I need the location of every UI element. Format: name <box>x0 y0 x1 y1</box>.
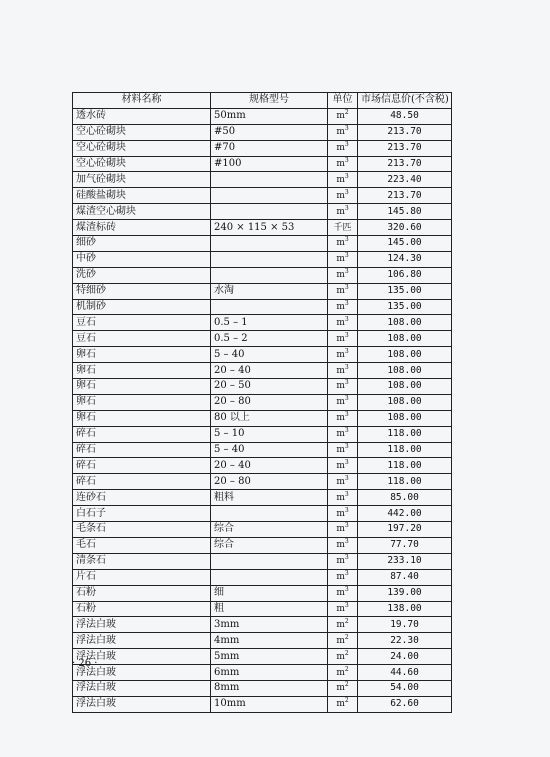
unit-cell <box>328 363 358 379</box>
price-cell: 233.10 <box>358 553 452 569</box>
spec-model-cell: 0.5 – 2 <box>211 331 328 347</box>
unit-base: m <box>336 270 345 281</box>
material-name-cell: 石粉 <box>73 601 211 617</box>
table-row <box>73 696 452 712</box>
unit-cell <box>328 251 358 267</box>
table-row <box>73 108 452 124</box>
unit-cell <box>328 236 358 252</box>
spec-model-cell <box>211 299 328 315</box>
price-cell: 62.60 <box>358 696 452 712</box>
unit-exponent: 3 <box>344 538 349 546</box>
spec-model-cell: 5 – 40 <box>211 442 328 458</box>
material-name-cell: 浮法白玻 <box>73 696 211 712</box>
unit-exponent: 3 <box>344 395 349 403</box>
unit-cell <box>328 410 358 426</box>
price-cell: 106.80 <box>358 267 452 283</box>
table-row <box>73 204 452 220</box>
unit-exponent: 3 <box>344 268 349 276</box>
price-cell: 118.00 <box>358 442 452 458</box>
unit-cell <box>328 442 358 458</box>
unit-exponent: 3 <box>344 443 349 451</box>
material-name-cell: 空心砼砌块 <box>73 124 211 140</box>
unit-cell <box>328 569 358 585</box>
spec-model-cell: 20 – 50 <box>211 379 328 395</box>
unit-cell <box>328 220 358 236</box>
spec-model-cell <box>211 267 328 283</box>
unit-exponent: 3 <box>344 157 349 164</box>
header-spec-model: 规格型号 <box>211 93 328 109</box>
unit-exponent: 2 <box>344 649 349 657</box>
unit-cell <box>328 649 358 665</box>
price-cell: 24.00 <box>358 649 452 665</box>
spec-model-cell: 8mm <box>211 680 328 696</box>
spec-model-cell: 综合 <box>211 522 328 538</box>
unit-cell <box>328 140 358 156</box>
table-row <box>73 585 452 601</box>
material-name-cell: 卵石 <box>73 394 211 410</box>
unit-cell <box>328 172 358 188</box>
price-cell: 108.00 <box>358 394 452 410</box>
price-cell: 145.80 <box>358 204 452 220</box>
price-cell: 48.50 <box>358 108 452 124</box>
price-cell: 54.00 <box>358 680 452 696</box>
unit-exponent: 3 <box>344 347 349 355</box>
header-unit: 单位 <box>328 93 358 109</box>
unit-base: m <box>336 635 345 646</box>
table-row <box>73 267 452 283</box>
unit-exponent: 3 <box>344 141 349 149</box>
unit-base: m <box>336 508 345 519</box>
unit-cell <box>328 506 358 522</box>
unit-exponent: 3 <box>344 315 349 323</box>
table-row <box>73 124 452 140</box>
unit-cell <box>328 267 358 283</box>
price-cell: 442.00 <box>358 506 452 522</box>
unit-cell <box>328 537 358 553</box>
material-name-cell: 白石子 <box>73 506 211 522</box>
material-name-cell: 豆石 <box>73 315 211 331</box>
unit-base: m <box>336 143 345 154</box>
unit-base: m <box>336 397 345 408</box>
material-name-cell: 清条石 <box>73 553 211 569</box>
unit-exponent: 3 <box>344 300 349 308</box>
price-cell: 213.70 <box>358 140 452 156</box>
table-row <box>73 649 452 665</box>
price-cell: 139.00 <box>358 585 452 601</box>
unit-exponent: 3 <box>344 331 349 339</box>
table-row <box>73 458 452 474</box>
spec-model-cell <box>211 506 328 522</box>
price-cell: 108.00 <box>358 379 452 395</box>
unit-cell <box>328 283 358 299</box>
spec-model-cell: 6mm <box>211 665 328 681</box>
material-name-cell: 碎石 <box>73 474 211 490</box>
spec-model-cell: 水淘 <box>211 283 328 299</box>
table-row <box>73 236 452 252</box>
price-cell: 135.00 <box>358 283 452 299</box>
table-row <box>73 172 452 188</box>
unit-cell <box>328 474 358 490</box>
spec-model-cell <box>211 553 328 569</box>
material-name-cell: 石粉 <box>73 585 211 601</box>
price-cell: 124.30 <box>358 251 452 267</box>
spec-model-cell: 细 <box>211 585 328 601</box>
material-name-cell: 浮法白玻 <box>73 649 211 665</box>
material-name-cell: 卵石 <box>73 363 211 379</box>
unit-cell <box>328 665 358 681</box>
spec-model-cell: 0.5 – 1 <box>211 315 328 331</box>
unit-cell <box>328 315 358 331</box>
unit-base: m <box>336 317 345 328</box>
unit-cell <box>328 680 358 696</box>
price-cell: 44.60 <box>358 665 452 681</box>
unit-base: m <box>336 619 345 630</box>
price-cell: 108.00 <box>358 331 452 347</box>
price-cell: 320.60 <box>358 220 452 236</box>
unit-base: m <box>336 286 345 297</box>
spec-model-cell: 综合 <box>211 537 328 553</box>
unit-base: m <box>336 206 345 217</box>
material-name-cell: 豆石 <box>73 331 211 347</box>
spec-model-cell: 20 – 40 <box>211 458 328 474</box>
table-row <box>73 601 452 617</box>
spec-model-cell: 5 – 10 <box>211 426 328 442</box>
material-name-cell: 煤渣标砖 <box>73 220 211 236</box>
spec-model-cell: #50 <box>211 124 328 140</box>
spec-model-cell: 20 – 80 <box>211 474 328 490</box>
spec-model-cell: 粗 <box>211 601 328 617</box>
unit-cell <box>328 490 358 506</box>
page-number: · 26 · <box>72 658 98 669</box>
price-cell: 213.70 <box>358 124 452 140</box>
unit-base: m <box>336 588 345 599</box>
unit-cell <box>328 394 358 410</box>
unit-exponent: 3 <box>344 554 349 562</box>
unit-base: m <box>336 429 345 440</box>
unit-exponent: 3 <box>344 284 349 292</box>
unit-cell <box>328 299 358 315</box>
spec-model-cell: 10mm <box>211 696 328 712</box>
unit-cell <box>328 331 358 347</box>
unit-base: m <box>336 572 345 583</box>
unit-exponent: 3 <box>344 586 349 594</box>
price-cell: 213.70 <box>358 188 452 204</box>
unit-exponent: 3 <box>344 379 349 387</box>
unit-cell <box>328 347 358 363</box>
spec-model-cell <box>211 236 328 252</box>
spec-model-cell <box>211 251 328 267</box>
unit-exponent: 3 <box>344 570 349 578</box>
header-material-name: 材料名称 <box>73 93 211 109</box>
unit-base: m <box>336 651 345 662</box>
material-name-cell: 特细砂 <box>73 283 211 299</box>
unit-cell <box>328 585 358 601</box>
table-body <box>73 108 452 712</box>
table-row <box>73 331 452 347</box>
material-price-table <box>72 92 452 713</box>
unit-base: 千匹 <box>333 222 352 233</box>
unit-base: m <box>336 556 345 567</box>
material-name-cell: 浮法白玻 <box>73 633 211 649</box>
unit-cell <box>328 379 358 395</box>
spec-model-cell: 20 – 40 <box>211 363 328 379</box>
unit-exponent: 3 <box>344 125 349 133</box>
table-row <box>73 251 452 267</box>
unit-exponent: 3 <box>344 490 349 498</box>
unit-cell <box>328 617 358 633</box>
material-name-cell: 卵石 <box>73 410 211 426</box>
price-cell: 135.00 <box>358 299 452 315</box>
spec-model-cell: 80 以上 <box>211 410 328 426</box>
unit-exponent: 3 <box>344 204 349 212</box>
unit-base: m <box>336 460 345 471</box>
material-name-cell: 片石 <box>73 569 211 585</box>
unit-exponent: 3 <box>344 252 349 260</box>
unit-exponent: 2 <box>344 109 349 117</box>
unit-cell <box>328 696 358 712</box>
spec-model-cell: 20 – 80 <box>211 394 328 410</box>
material-name-cell: 硅酸盐砌块 <box>73 188 211 204</box>
unit-base: m <box>336 524 345 535</box>
price-cell: 138.00 <box>358 601 452 617</box>
table-row <box>73 410 452 426</box>
table-row <box>73 553 452 569</box>
spec-model-cell: #100 <box>211 156 328 172</box>
unit-base: m <box>336 683 345 694</box>
price-cell: 145.00 <box>358 236 452 252</box>
unit-cell <box>328 522 358 538</box>
material-name-cell: 透水砖 <box>73 108 211 124</box>
table-row <box>73 156 452 172</box>
material-name-cell: 浮法白玻 <box>73 617 211 633</box>
unit-base: m <box>336 492 345 503</box>
unit-base: m <box>336 381 345 392</box>
unit-cell <box>328 188 358 204</box>
material-name-cell: 浮法白玻 <box>73 665 211 681</box>
table-row <box>73 569 452 585</box>
unit-exponent: 3 <box>344 522 349 530</box>
unit-exponent: 3 <box>344 427 349 435</box>
unit-exponent: 3 <box>344 236 349 244</box>
unit-exponent: 3 <box>344 188 349 196</box>
material-name-cell: 毛石 <box>73 537 211 553</box>
unit-base: m <box>336 349 345 360</box>
unit-exponent: 3 <box>344 411 349 419</box>
material-name-cell: 空心砼砌块 <box>73 140 211 156</box>
material-name-cell: 碎石 <box>73 426 211 442</box>
price-cell: 108.00 <box>358 363 452 379</box>
unit-base: m <box>336 667 345 678</box>
unit-base: m <box>336 174 345 185</box>
unit-exponent: 2 <box>344 633 349 641</box>
material-name-cell: 洗砂 <box>73 267 211 283</box>
price-cell: 108.00 <box>358 410 452 426</box>
material-name-cell: 碎石 <box>73 458 211 474</box>
table-row <box>73 394 452 410</box>
table-row <box>73 537 452 553</box>
header-market-price: 市场信息价(不含税) <box>358 93 452 109</box>
table-row <box>73 522 452 538</box>
price-cell: 87.40 <box>358 569 452 585</box>
material-name-cell: 机制砂 <box>73 299 211 315</box>
unit-exponent: 2 <box>344 681 349 689</box>
unit-base: m <box>336 111 345 122</box>
material-name-cell: 细砂 <box>73 236 211 252</box>
table-row <box>73 633 452 649</box>
table-row <box>73 506 452 522</box>
unit-cell <box>328 601 358 617</box>
spec-model-cell <box>211 188 328 204</box>
unit-base: m <box>336 603 345 614</box>
unit-cell <box>328 553 358 569</box>
table-header-row <box>73 93 452 109</box>
spec-model-cell: 粗料 <box>211 490 328 506</box>
spec-model-cell: 5mm <box>211 649 328 665</box>
price-cell: 22.30 <box>358 633 452 649</box>
price-cell: 108.00 <box>358 315 452 331</box>
price-cell: 85.00 <box>358 490 452 506</box>
price-cell: 118.00 <box>358 474 452 490</box>
unit-base: m <box>336 699 345 710</box>
unit-cell <box>328 108 358 124</box>
spec-model-cell: 5 – 40 <box>211 347 328 363</box>
price-cell: 108.00 <box>358 347 452 363</box>
material-name-cell: 卵石 <box>73 347 211 363</box>
table-row <box>73 347 452 363</box>
table-row <box>73 490 452 506</box>
material-name-cell: 卵石 <box>73 379 211 395</box>
unit-exponent: 2 <box>344 697 349 705</box>
unit-cell <box>328 458 358 474</box>
unit-cell <box>328 124 358 140</box>
material-name-cell: 连砂石 <box>73 490 211 506</box>
material-name-cell: 加气砼砌块 <box>73 172 211 188</box>
unit-exponent: 3 <box>344 363 349 371</box>
table-row <box>73 665 452 681</box>
unit-base: m <box>336 238 345 249</box>
price-cell: 118.00 <box>358 458 452 474</box>
unit-exponent: 3 <box>344 172 349 180</box>
table-row <box>73 315 452 331</box>
unit-exponent: 3 <box>344 506 349 514</box>
table-row <box>73 680 452 696</box>
unit-base: m <box>336 254 345 265</box>
unit-base: m <box>336 159 345 169</box>
spec-model-cell: 4mm <box>211 633 328 649</box>
table-row <box>73 140 452 156</box>
material-name-cell: 中砂 <box>73 251 211 267</box>
material-name-cell: 空心砼砌块 <box>73 156 211 172</box>
unit-base: m <box>336 302 345 313</box>
table-row <box>73 379 452 395</box>
spec-model-cell: 50mm <box>211 108 328 124</box>
table-row <box>73 426 452 442</box>
table-row <box>73 220 452 236</box>
price-cell: 118.00 <box>358 426 452 442</box>
unit-base: m <box>336 540 345 551</box>
unit-base: m <box>336 127 345 138</box>
price-cell: 19.70 <box>358 617 452 633</box>
spec-model-cell: 240 × 115 × 53 <box>211 220 328 236</box>
unit-base: m <box>336 365 345 376</box>
spec-model-cell <box>211 172 328 188</box>
unit-base: m <box>336 190 345 201</box>
material-name-cell: 浮法白玻 <box>73 680 211 696</box>
table-row <box>73 442 452 458</box>
material-name-cell: 毛条石 <box>73 522 211 538</box>
table-row <box>73 188 452 204</box>
spec-model-cell: #70 <box>211 140 328 156</box>
unit-cell <box>328 426 358 442</box>
table-row <box>73 299 452 315</box>
table-row <box>73 617 452 633</box>
unit-cell <box>328 156 358 172</box>
unit-base: m <box>336 476 345 487</box>
unit-base: m <box>336 333 345 344</box>
table-row <box>73 283 452 299</box>
spec-model-cell: 3mm <box>211 617 328 633</box>
price-cell: 197.20 <box>358 522 452 538</box>
price-cell: 223.40 <box>358 172 452 188</box>
price-cell: 213.70 <box>358 156 452 172</box>
price-cell: 77.70 <box>358 537 452 553</box>
unit-exponent: 3 <box>344 474 349 482</box>
unit-exponent: 2 <box>344 617 349 625</box>
unit-base: m <box>336 445 345 456</box>
unit-base: m <box>336 413 345 424</box>
unit-cell <box>328 633 358 649</box>
table-row <box>73 474 452 490</box>
unit-cell <box>328 204 358 220</box>
material-name-cell: 碎石 <box>73 442 211 458</box>
unit-exponent: 2 <box>344 665 349 673</box>
unit-exponent: 3 <box>344 458 349 466</box>
spec-model-cell <box>211 569 328 585</box>
spec-model-cell <box>211 204 328 220</box>
unit-exponent: 3 <box>344 601 349 609</box>
material-name-cell: 煤渣空心砌块 <box>73 204 211 220</box>
table-row <box>73 363 452 379</box>
